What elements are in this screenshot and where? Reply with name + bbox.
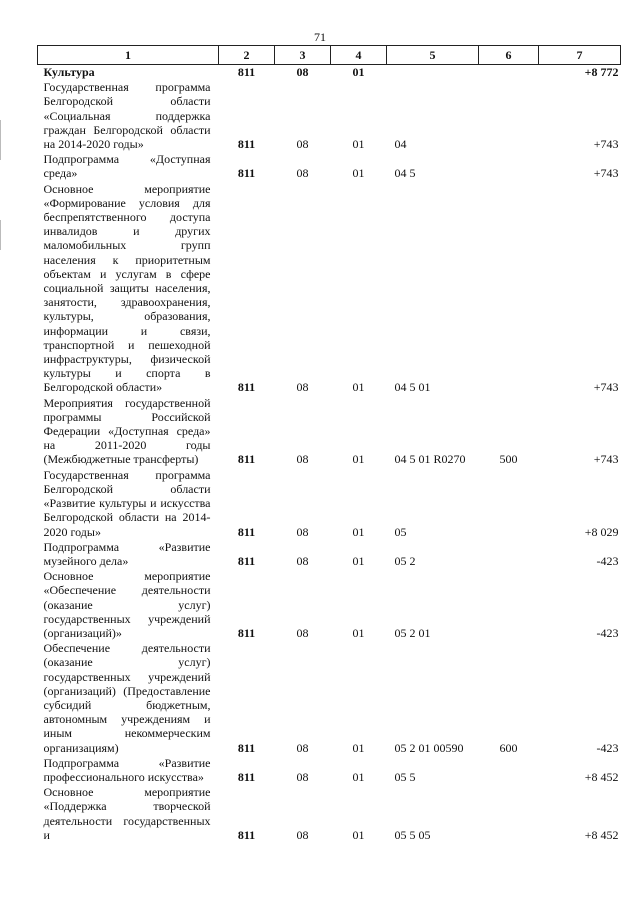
row-code-3: 08 — [296, 65, 309, 79]
row-amount: -423 — [596, 740, 619, 755]
row-code-3: 08 — [296, 380, 309, 395]
row-code-5: 05 2 01 00590 — [394, 740, 464, 755]
row-code-2: 811 — [237, 166, 256, 181]
row-amount: +8 452 — [584, 827, 619, 842]
row-code-4: 01 — [352, 65, 365, 79]
row-code-5: 04 5 01 R0270 — [394, 452, 466, 467]
table-row — [38, 568, 621, 640]
row-code-4: 01 — [352, 166, 365, 181]
row-code-4: 01 — [352, 553, 365, 568]
table-row — [38, 467, 621, 539]
budget-table — [37, 45, 621, 842]
row-code-3: 08 — [296, 827, 309, 842]
column-header: 1 — [38, 46, 219, 65]
row-code-5: 05 5 — [394, 769, 416, 784]
row-code-5: 05 2 — [394, 553, 416, 568]
row-code-5: 05 — [394, 524, 407, 539]
table-row — [38, 640, 621, 755]
row-code-6 — [479, 784, 539, 842]
row-name: Государственная программа Белгородской области «Развитие культуры и искусства Белгородской области на 2014-2020 годы» — [43, 467, 211, 539]
row-code-2: 811 — [237, 524, 256, 539]
row-code-3: 08 — [296, 137, 309, 152]
row-code-4: 01 — [352, 452, 365, 467]
row-code-3: 08 — [296, 166, 309, 181]
row-code-2: 811 — [237, 65, 256, 79]
row-code-4: 01 — [352, 524, 365, 539]
row-code-6 — [479, 539, 539, 568]
column-header: 3 — [275, 46, 331, 65]
row-name: Мероприятия государственной программы Российской Федерации «Доступная среда» на 2011-2020 годы (Межбюджетные трансферты) — [43, 395, 211, 467]
table-row — [38, 79, 621, 151]
row-code-2: 811 — [237, 452, 256, 467]
table-row-section — [38, 65, 621, 80]
row-name: Подпрограмма «Развитие профессионального искусства» — [43, 755, 211, 784]
row-name: Основное мероприятие «Формирование условия для беспрепятственного доступа инвалидов и других маломобильных групп населения к приоритетным объектам и услугам в сфере социальной защиты населения, занятости, здравоохранения, культуры, образования, информации и связи, транспортной и пешеходной инфраструктуры, физической культуры и спорта в Белгородской области» — [43, 181, 211, 395]
row-amount: +8 029 — [584, 524, 619, 539]
table-row — [38, 181, 621, 395]
row-name: Основное мероприятие «Обеспечение деятельности (оказание услуг) государственных учреждений (организаций)» — [43, 569, 211, 640]
table-header-row — [38, 46, 621, 65]
row-code-3: 08 — [296, 625, 309, 640]
row-amount: +743 — [593, 137, 619, 152]
row-code-6 — [479, 568, 539, 640]
row-code-5 — [387, 65, 479, 80]
column-header: 5 — [387, 46, 479, 65]
row-amount: +743 — [593, 380, 619, 395]
row-code-2: 811 — [237, 137, 256, 152]
row-name: Основное мероприятие «Поддержка творческой деятельности государственных и — [43, 785, 211, 842]
row-code-4: 01 — [352, 827, 365, 842]
row-code-6 — [479, 65, 539, 80]
row-code-5: 04 — [394, 137, 407, 152]
page-number: 71 — [314, 30, 326, 44]
table-row — [38, 395, 621, 467]
row-amount: +743 — [593, 166, 619, 181]
row-code-2: 811 — [237, 553, 256, 568]
row-code-5: 04 5 01 — [394, 380, 431, 395]
table-row — [38, 151, 621, 180]
row-code-4: 01 — [352, 769, 365, 784]
row-code-5: 05 5 05 — [394, 827, 431, 842]
table-row — [38, 755, 621, 784]
column-header: 2 — [219, 46, 275, 65]
row-code-3: 08 — [296, 553, 309, 568]
row-amount: -423 — [596, 625, 619, 640]
row-code-4: 01 — [352, 625, 365, 640]
row-code-2: 811 — [237, 625, 256, 640]
row-code-2: 811 — [237, 380, 256, 395]
row-code-4: 01 — [352, 740, 365, 755]
row-code-4: 01 — [352, 137, 365, 152]
row-code-5: 05 2 01 — [394, 625, 431, 640]
row-amount: +8 452 — [584, 769, 619, 784]
column-header: 7 — [539, 46, 621, 65]
row-code-3: 08 — [296, 769, 309, 784]
row-code-5: 04 5 — [394, 166, 416, 181]
row-code-2: 811 — [237, 740, 256, 755]
row-name: Подпрограмма «Доступная среда» — [43, 152, 211, 181]
row-name: Обеспечение деятельности (оказание услуг) государственных учреждений (организаций) (Предоставление субсидий бюджетным, автономным учреждениям и иным некоммерческим организациям) — [43, 641, 211, 755]
row-code-2: 811 — [237, 827, 256, 842]
column-header: 4 — [331, 46, 387, 65]
column-header: 6 — [479, 46, 539, 65]
row-code-3: 08 — [296, 452, 309, 467]
table-row — [38, 784, 621, 842]
row-code-2: 811 — [237, 769, 256, 784]
table-row — [38, 539, 621, 568]
row-code-6 — [479, 755, 539, 784]
scan-edge-mark — [0, 220, 1, 250]
scan-edge-mark — [0, 120, 1, 160]
row-name: Подпрограмма «Развитие музейного дела» — [43, 539, 211, 568]
row-code-6 — [479, 467, 539, 539]
row-code-3: 08 — [296, 524, 309, 539]
row-code-6: 500 — [499, 452, 518, 467]
row-amount: -423 — [596, 553, 619, 568]
row-code-6 — [479, 181, 539, 395]
row-name: Государственная программа Белгородской области «Социальная поддержка граждан Белгородской области на 2014-2020 годы» — [43, 80, 211, 152]
row-code-4: 01 — [352, 380, 365, 395]
row-amount: +743 — [593, 452, 619, 467]
row-code-6 — [479, 79, 539, 151]
row-name: Культура — [43, 65, 95, 79]
row-code-6: 600 — [499, 740, 518, 755]
row-code-6 — [479, 151, 539, 180]
row-code-3: 08 — [296, 740, 309, 755]
row-amount: +8 772 — [584, 65, 619, 79]
